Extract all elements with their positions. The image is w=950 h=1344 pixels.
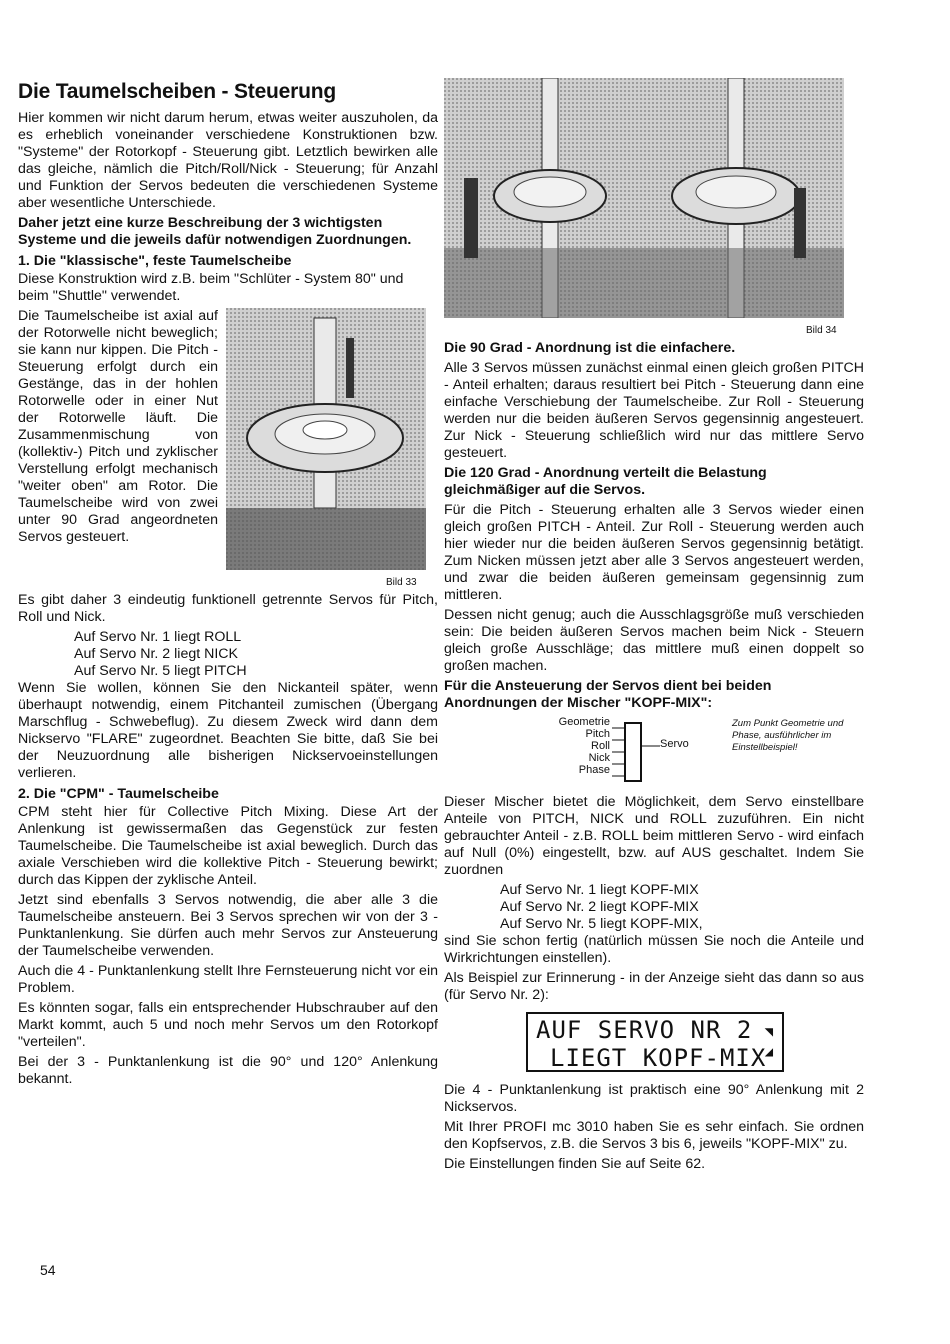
page-number: 54 <box>40 1262 56 1278</box>
mixer-note: Zum Punkt Geometrie und Phase, ausführlicher im Einstellbeispiel! <box>732 718 844 753</box>
section-1-figure-block <box>18 308 438 588</box>
right-paragraph-2: Für die Pitch - Steuerung erhalten alle 3 Servos wieder einen gleich großen PITCH - Anteil. Zur Roll - Steuerung werden auch hier wieder nur die beiden äußeren Servos gegensinnig betätigt. Zum Nicken müssen jetzt aber alle 3 Servos angesteuert werden, und zwar die beiden äußeren gemeinsam gegensinnig zum mittleren. <box>444 502 864 603</box>
right-paragraph-8: Mit Ihrer PROFI mc 3010 haben Sie es sehr einfach. Sie ordnen den Kopfservos, z.B. die Servos 3 bis 6, jeweils "KOPF-MIX" zu. <box>444 1119 864 1152</box>
figure-34 <box>444 78 864 340</box>
lcd-arrow-up-icon: ◥ <box>764 1024 774 1040</box>
section-1-heading: 1. Die "klassische", feste Taumelscheibe <box>18 253 292 269</box>
section-2-paragraph-3: Auch die 4 - Punktanlenkung stellt Ihre Fernsteuerung nicht vor ein Problem. <box>18 963 438 996</box>
section-1-paragraph: Diese Konstruktion wird z.B. beim "Schlüter - System 80" und beim "Shuttle" verwendet. <box>18 271 404 304</box>
left-column <box>18 80 438 1091</box>
right-heading-120: Die 120 Grad - Anordnung verteilt die Belastung gleichmäßiger auf die Servos. <box>444 465 767 498</box>
list-item: Auf Servo Nr. 1 liegt ROLL <box>74 629 242 645</box>
mixer-box <box>624 722 642 782</box>
right-column <box>444 78 864 1176</box>
swashplate-photo-33 <box>226 308 426 570</box>
mixer-output-label: Servo <box>660 738 689 750</box>
section-2-heading: 2. Die "CPM" - Taumelscheibe <box>18 786 219 802</box>
figure-33 <box>226 308 436 588</box>
kopf-mix-diagram <box>444 716 864 786</box>
list-item: Auf Servo Nr. 2 liegt KOPF-MIX <box>500 899 699 915</box>
intro-bold-paragraph: Daher jetzt eine kurze Beschreibung der 3 wichtigsten Systeme und die jeweils dafür notwendigen Zuordnungen. <box>18 215 412 248</box>
section-2-paragraph-4: Es könnten sogar, falls ein entsprechender Hubschrauber auf den Markt kommt, auch 5 und noch mehr Servos um den Rotorkopf "verteilen". <box>18 1000 438 1050</box>
right-paragraph-4: Dieser Mischer bietet die Möglichkeit, dem Servo einstellbare Anteile von PITCH, NICK und ROLL zuzuführen. Ein nicht gebrauchter Anteil - z.B. ROLL beim mittleren Servo - wird einfach auf Null (0%) eingestellt, bzw. auf AUS geschaltet. Indem Sie zuordnen <box>444 794 864 878</box>
right-heading-mixer: Für die Ansteuerung der Servos dient bei beiden Anordnungen der Mischer "KOPF-MIX": <box>444 678 772 711</box>
swashplate-photo-34 <box>444 78 844 318</box>
section-2-paragraph-2: Jetzt sind ebenfalls 3 Servos notwendig, die aber alle 3 die Taumelscheibe ansteuern. Bei 3 Servos sprechen wir von der 3 - Punktanlenkung. Sie dürfen auch mehr Servos zur Ansteuerung der Taumelscheibe verwenden. <box>18 892 438 959</box>
mixer-input-label: Roll <box>591 740 610 752</box>
section-2-paragraph-5: Bei der 3 - Punktanlenkung ist die 90° und 120° Anlenkung bekannt. <box>18 1054 438 1087</box>
kopf-mix-servo-list <box>444 882 864 933</box>
lcd-display <box>526 1012 784 1072</box>
mixer-input-label: Geometrie <box>558 716 610 728</box>
section-1-wrap-text: Die Taumelscheibe ist axial auf der Rotorwelle nicht beweglich; sie kann nur kippen. Die Pitch - Steuerung erfolgt durch ein Gestänge, das in der hohlen Rotorwelle oder in einer Nut der Rotorwelle läuft. Die Zusammenmischung von (kollektiv-) Pitch und zyklischer Verstellung erfolgt mechanisch "weiter oben" am Rotor. Die Taumelscheibe wird von zwei unter 90 Grad angeordneten Servos gesteuert. <box>18 308 218 545</box>
right-paragraph-7: Die 4 - Punktanlenkung ist praktisch eine 90° Anlenkung mit 2 Nickservos. <box>444 1082 864 1115</box>
right-paragraph-6: Als Beispiel zur Erinnerung - in der Anzeige sieht das dann so aus (für Servo Nr. 2): <box>444 970 864 1003</box>
mixer-input-label: Nick <box>588 752 610 764</box>
lcd-arrow-down-icon: ◢ <box>764 1044 774 1060</box>
lcd-line-1: AUF SERVO NR 2 <box>536 1016 753 1044</box>
right-heading-90: Die 90 Grad - Anordnung ist die einfachere. <box>444 340 736 356</box>
figure-34-caption: Bild 34 <box>806 325 837 336</box>
right-paragraph-9: Die Einstellungen finden Sie auf Seite 62. <box>444 1156 706 1172</box>
page-title: Die Taumelscheiben - Steuerung <box>18 80 337 103</box>
right-paragraph-1: Alle 3 Servos müssen zunächst einmal einen gleich großen PITCH - Anteil erhalten; daraus resultiert bei Pitch - Steuerung dann eine einfache Verschiebung der Taumelscheibe. Zur Roll - Steuerung werden nur die beiden äußeren Servos gegensinnig angesteuert. Zur Nick - Steuerung schließlich wird nur das mittlere Servo gesteuert. <box>444 360 864 461</box>
section-1-paragraph-3: Wenn Sie wollen, können Sie den Nickanteil später, wenn überhaupt notwendig, einem Pitchanteil zumischen (Übergang Marschflug - Schwebeflug). Zu diesem Zweck wird dann dem Nickservo "FLARE" zugeordnet. Beachten Sie bitte, daß Sie bei der Neuzuordnung alle bisherigen Nickservoeinstellungen verlieren. <box>18 680 438 781</box>
section-1-servo-list <box>18 629 438 680</box>
right-paragraph-5: sind Sie schon fertig (natürlich müssen Sie noch die Anteile und Wirkrichtungen einstellen). <box>444 933 864 966</box>
lcd-line-2: LIEGT KOPF-MIX <box>550 1044 767 1072</box>
mixer-input-label: Phase <box>578 764 610 776</box>
list-item: Auf Servo Nr. 1 liegt KOPF-MIX <box>500 882 699 898</box>
list-item: Auf Servo Nr. 5 liegt PITCH <box>74 663 247 679</box>
list-item: Auf Servo Nr. 5 liegt KOPF-MIX, <box>500 916 703 932</box>
mixer-input-label: Pitch <box>585 728 610 740</box>
right-paragraph-3: Dessen nicht genug; auch die Ausschlagsgröße muß verschieden sein: Die beiden äußeren Servos machen beim Nick - Steuern gleich große Ausschläge; das mittlere muß einen doppelt so großen machen. <box>444 607 864 674</box>
mixer-inputs <box>544 716 610 776</box>
list-item: Auf Servo Nr. 2 liegt NICK <box>74 646 239 662</box>
section-1-paragraph-2: Es gibt daher 3 eindeutig funktionell getrennte Servos für Pitch, Roll und Nick. <box>18 592 438 625</box>
figure-33-caption: Bild 33 <box>386 577 417 588</box>
intro-paragraph: Hier kommen wir nicht darum herum, etwas weiter auszuholen, da es erheblich voneinander verschiedene Konstruktionen bzw. "Systeme" der Rotorkopf - Steuerung gibt. Letztlich bewirken alle das gleiche, nämlich die Pitch/Roll/Nick - Steuerung; für Anzahl und Funktion der Servos bedeuten die verschiedenen Systeme aber wesentliche Unterschiede. <box>18 110 438 211</box>
section-2-paragraph-1: CPM steht hier für Collective Pitch Mixing. Diese Art der Anlenkung ist gewissermaßen das Gegenstück zur festen Taumelscheibe. Die Taumelscheibe ist axial beweglich. Durch das axiale Verschieben wird die kollektive Pitch - Steuerung bewirkt; durch das Kippen der zyklische Anteil. <box>18 804 438 888</box>
